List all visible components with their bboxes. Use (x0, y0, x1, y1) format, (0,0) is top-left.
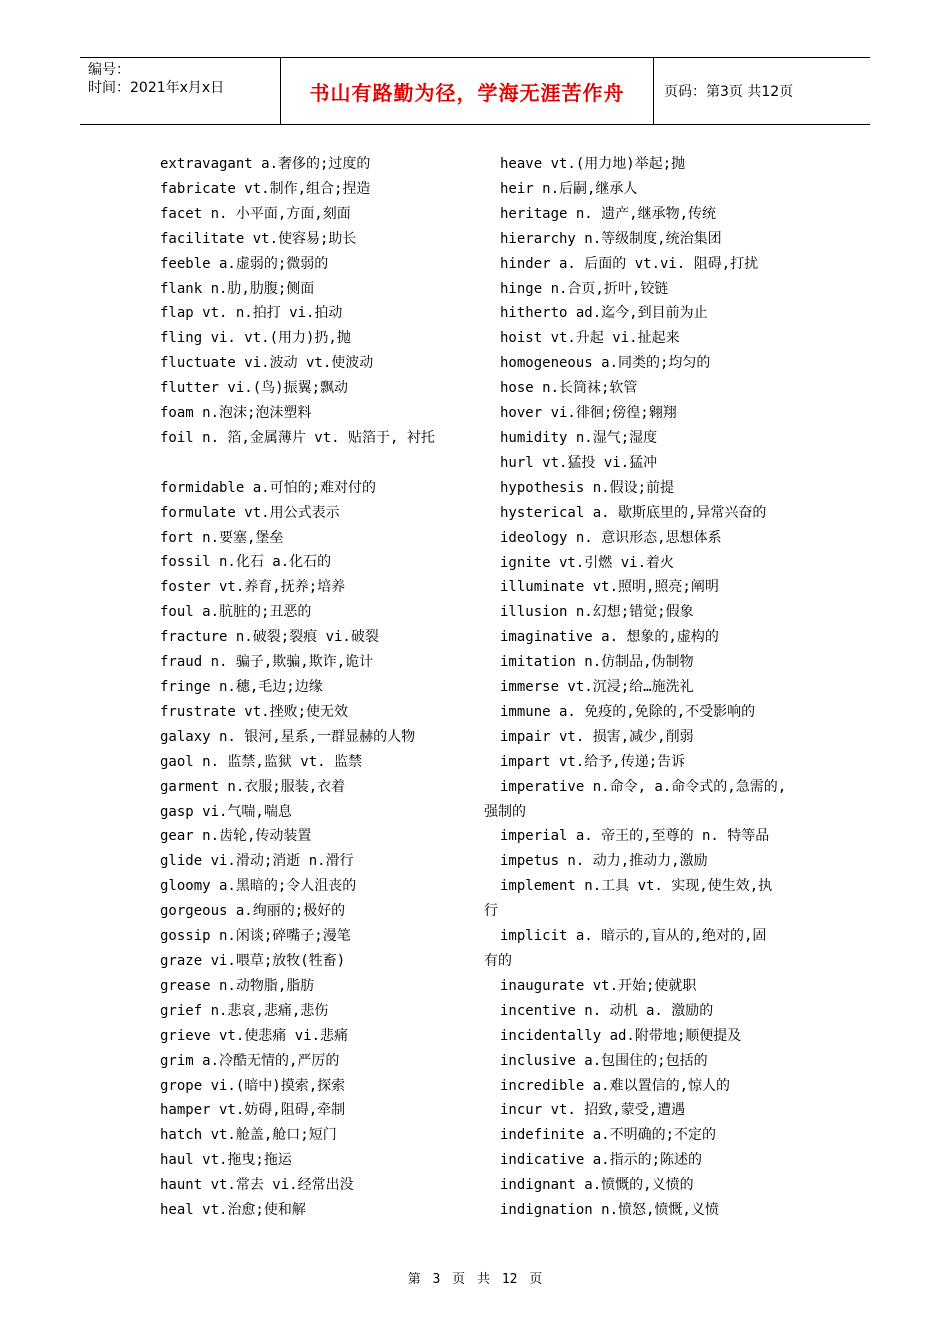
vocab-entry: formidable a.可怕的;难对付的 (160, 479, 377, 496)
vocab-entry: fort n.要塞,堡垒 (160, 529, 284, 546)
vocab-entry: haul vt.拖曳;拖运 (160, 1152, 292, 1169)
vocab-entry: indignation n.愤怒,愤慨,义愤 (500, 1202, 719, 1219)
vocab-entry: glide vi.滑动;消逝 n.滑行 (160, 853, 354, 870)
vocab-entry: foil n. 箔,金属薄片 vt. 贴箔于, 衬托 (160, 429, 435, 446)
vocab-entry: grope vi.(暗中)摸索,探索 (160, 1077, 346, 1094)
vocab-entry: hysterical a. 歇斯底里的,异常兴奋的 (500, 504, 767, 521)
vocab-entry (160, 451, 480, 476)
vocab-entry: imitation n.仿制品,伪制物 (500, 654, 694, 671)
vocab-entry: impetus n. 动力,推动力,激励 (500, 853, 708, 870)
header-motto-cell (281, 58, 654, 124)
vocab-entry: hurl vt.猛投 vi.猛冲 (500, 454, 658, 471)
vocab-entry: fossil n.化石 a.化石的 (160, 554, 332, 571)
vocab-entry: hatch vt.舱盖,舱口;短门 (160, 1127, 337, 1144)
vocab-entry: incentive n. 动机 a. 激励的 (500, 1002, 714, 1019)
page-footer: 第 3 页 共 12 页 (407, 1272, 543, 1287)
vocab-entry: grief n.悲哀,悲痛,悲伤 (160, 1002, 329, 1019)
vocab-entry: indefinite a.不明确的;不定的 (500, 1127, 717, 1144)
header-info-cell (80, 58, 281, 124)
vocab-entry: hitherto ad.迄今,到目前为止 (500, 305, 708, 322)
vocab-entry: gaol n. 监禁,监狱 vt. 监禁 (160, 753, 363, 770)
header-page-cell (654, 58, 870, 124)
vocab-entry: foul a.肮脏的;丑恶的 (160, 604, 312, 621)
vocab-entry: foster vt.养育,抚养;培养 (160, 579, 346, 596)
vocab-entry: 强制的 (484, 803, 526, 820)
vocab-entry: ignite vt.引燃 vi.着火 (500, 554, 675, 571)
vocab-entry: hose n.长筒袜;软管 (500, 380, 638, 397)
vocab-entry: fling vi. vt.(用力)扔,抛 (160, 330, 351, 347)
vocab-entry: ideology n. 意识形态,思想体系 (500, 529, 722, 546)
vocab-entry: imaginative a. 想象的,虚构的 (500, 629, 719, 646)
vocab-entry: impart vt.给予,传递;告诉 (500, 753, 686, 770)
vocab-entry: foam n.泡沫;泡沫塑料 (160, 405, 312, 422)
vocab-entry: 行 (484, 903, 498, 920)
vocab-entry: indignant a.愤慨的,义愤的 (500, 1177, 694, 1194)
vocab-entry: haunt vt.常去 vi.经常出没 (160, 1177, 354, 1194)
vocab-entry: incredible a.难以置信的,惊人的 (500, 1077, 731, 1094)
vocab-entry: implicit a. 暗示的,盲从的,绝对的,固 (500, 928, 767, 945)
vocab-entry: immune a. 免疫的,免除的,不受影响的 (500, 703, 756, 720)
page-code: 页码：第3页 共12页 (664, 84, 794, 100)
number-label: 编号： (88, 62, 130, 78)
time-label: 时间：2021年x月x日 (88, 80, 225, 96)
vocab-entry: grieve vt.使悲痛 vi.悲痛 (160, 1027, 349, 1044)
vocab-entry: humidity n.湿气;湿度 (500, 429, 658, 446)
vocab-entry: flutter vi.(鸟)振翼;飘动 (160, 380, 349, 397)
vocab-entry: hamper vt.妨碍,阻碍,牵制 (160, 1102, 346, 1119)
vocab-entry: imperial a. 帝王的,至尊的 n. 特等品 (500, 828, 770, 845)
vocab-entry: heal vt.治愈;使和解 (160, 1202, 306, 1219)
vocab-entry: fracture n.破裂;裂痕 vi.破裂 (160, 629, 379, 646)
vocab-entry: incur vt. 招致,蒙受,遭遇 (500, 1102, 686, 1119)
vocab-entry: flank n.肋,肋腹;侧面 (160, 280, 315, 297)
vocab-entry: facilitate vt.使容易;助长 (160, 230, 357, 247)
vocab-entry: hinder a. 后面的 vt.vi. 阻碍,打扰 (500, 255, 759, 272)
vocab-entry: gorgeous a.绚丽的;极好的 (160, 903, 346, 920)
motto-text: 书山有路勤为径，学海无涯苦作舟 (309, 80, 625, 105)
vocab-entry: inclusive a.包围住的;包括的 (500, 1052, 708, 1069)
page-header (80, 57, 870, 125)
vocab-entry: garment n.衣服;服装,衣着 (160, 778, 346, 795)
vocab-entry: grease n.动物脂,脂肪 (160, 977, 315, 994)
vocab-entry: fringe n.穗,毛边;边缘 (160, 679, 323, 696)
vocab-entry: gear n.齿轮,传动装置 (160, 828, 312, 845)
vocab-entry: fluctuate vi.波动 vt.使波动 (160, 355, 374, 372)
vocab-entry: implement n.工具 vt. 实现,使生效,执 (500, 878, 773, 895)
vocab-entry: hoist vt.升起 vi.扯起来 (500, 330, 680, 347)
vocab-entry: fraud n. 骗子,欺骗,欺诈,诡计 (160, 654, 374, 671)
vocab-entry: heir n.后嗣,继承人 (500, 180, 638, 197)
vocab-entry: hierarchy n.等级制度,统治集团 (500, 230, 722, 247)
vocab-entry: imperative n.命令, a.命令式的,急需的, (500, 778, 787, 795)
vocab-entry: feeble a.虚弱的;微弱的 (160, 255, 329, 272)
vocab-entry: illuminate vt.照明,照亮;阐明 (500, 579, 719, 596)
vocab-entry: extravagant a.奢侈的;过度的 (160, 156, 371, 172)
vocab-entry: hinge n.合页,折叶,铰链 (500, 280, 669, 297)
vocab-entry: immerse vt.沉浸;给…施洗礼 (500, 679, 694, 696)
vocab-entry: galaxy n. 银河,星系,一群显赫的人物 (160, 728, 416, 745)
vocab-entry: heritage n. 遗产,继承物,传统 (500, 205, 717, 222)
vocab-entry: gossip n.闲谈;碎嘴子;漫笔 (160, 928, 351, 945)
vocab-entry: flap vt. n.拍打 vi.拍动 (160, 305, 343, 322)
vocab-entry: incidentally ad.附带地;顺便提及 (500, 1027, 742, 1044)
vocab-column-left (160, 152, 480, 1223)
vocab-entry: gloomy a.黑暗的;令人沮丧的 (160, 878, 357, 895)
vocab-entry: hover vi.徘徊;傍徨;翱翔 (500, 405, 677, 422)
vocab-entry: illusion n.幻想;错觉;假象 (500, 604, 694, 621)
vocab-entry: formulate vt.用公式表示 (160, 504, 340, 521)
vocab-entry: homogeneous a.同类的;均匀的 (500, 355, 711, 372)
vocab-entry: impair vt. 损害,减少,削弱 (500, 728, 694, 745)
vocab-entry: fabricate vt.制作,组合;捏造 (160, 180, 371, 197)
vocab-entry: facet n. 小平面,方面,刻面 (160, 205, 351, 222)
vocab-entry: inaugurate vt.开始;使就职 (500, 977, 697, 994)
vocab-entry: hypothesis n.假设;前提 (500, 479, 675, 496)
vocab-entry: frustrate vt.挫败;使无效 (160, 703, 349, 720)
vocab-entry: grim a.冷酷无情的,严厉的 (160, 1052, 340, 1069)
vocab-entry: indicative a.指示的;陈述的 (500, 1152, 703, 1169)
vocab-entry: graze vi.喂草;放牧(牲畜) (160, 952, 346, 969)
vocab-entry: gasp vi.气喘,喘息 (160, 803, 292, 820)
vocab-entry: heave vt.(用力地)举起;抛 (500, 156, 686, 172)
vocab-column-right (484, 152, 824, 1223)
vocab-entry: 有的 (484, 953, 512, 969)
